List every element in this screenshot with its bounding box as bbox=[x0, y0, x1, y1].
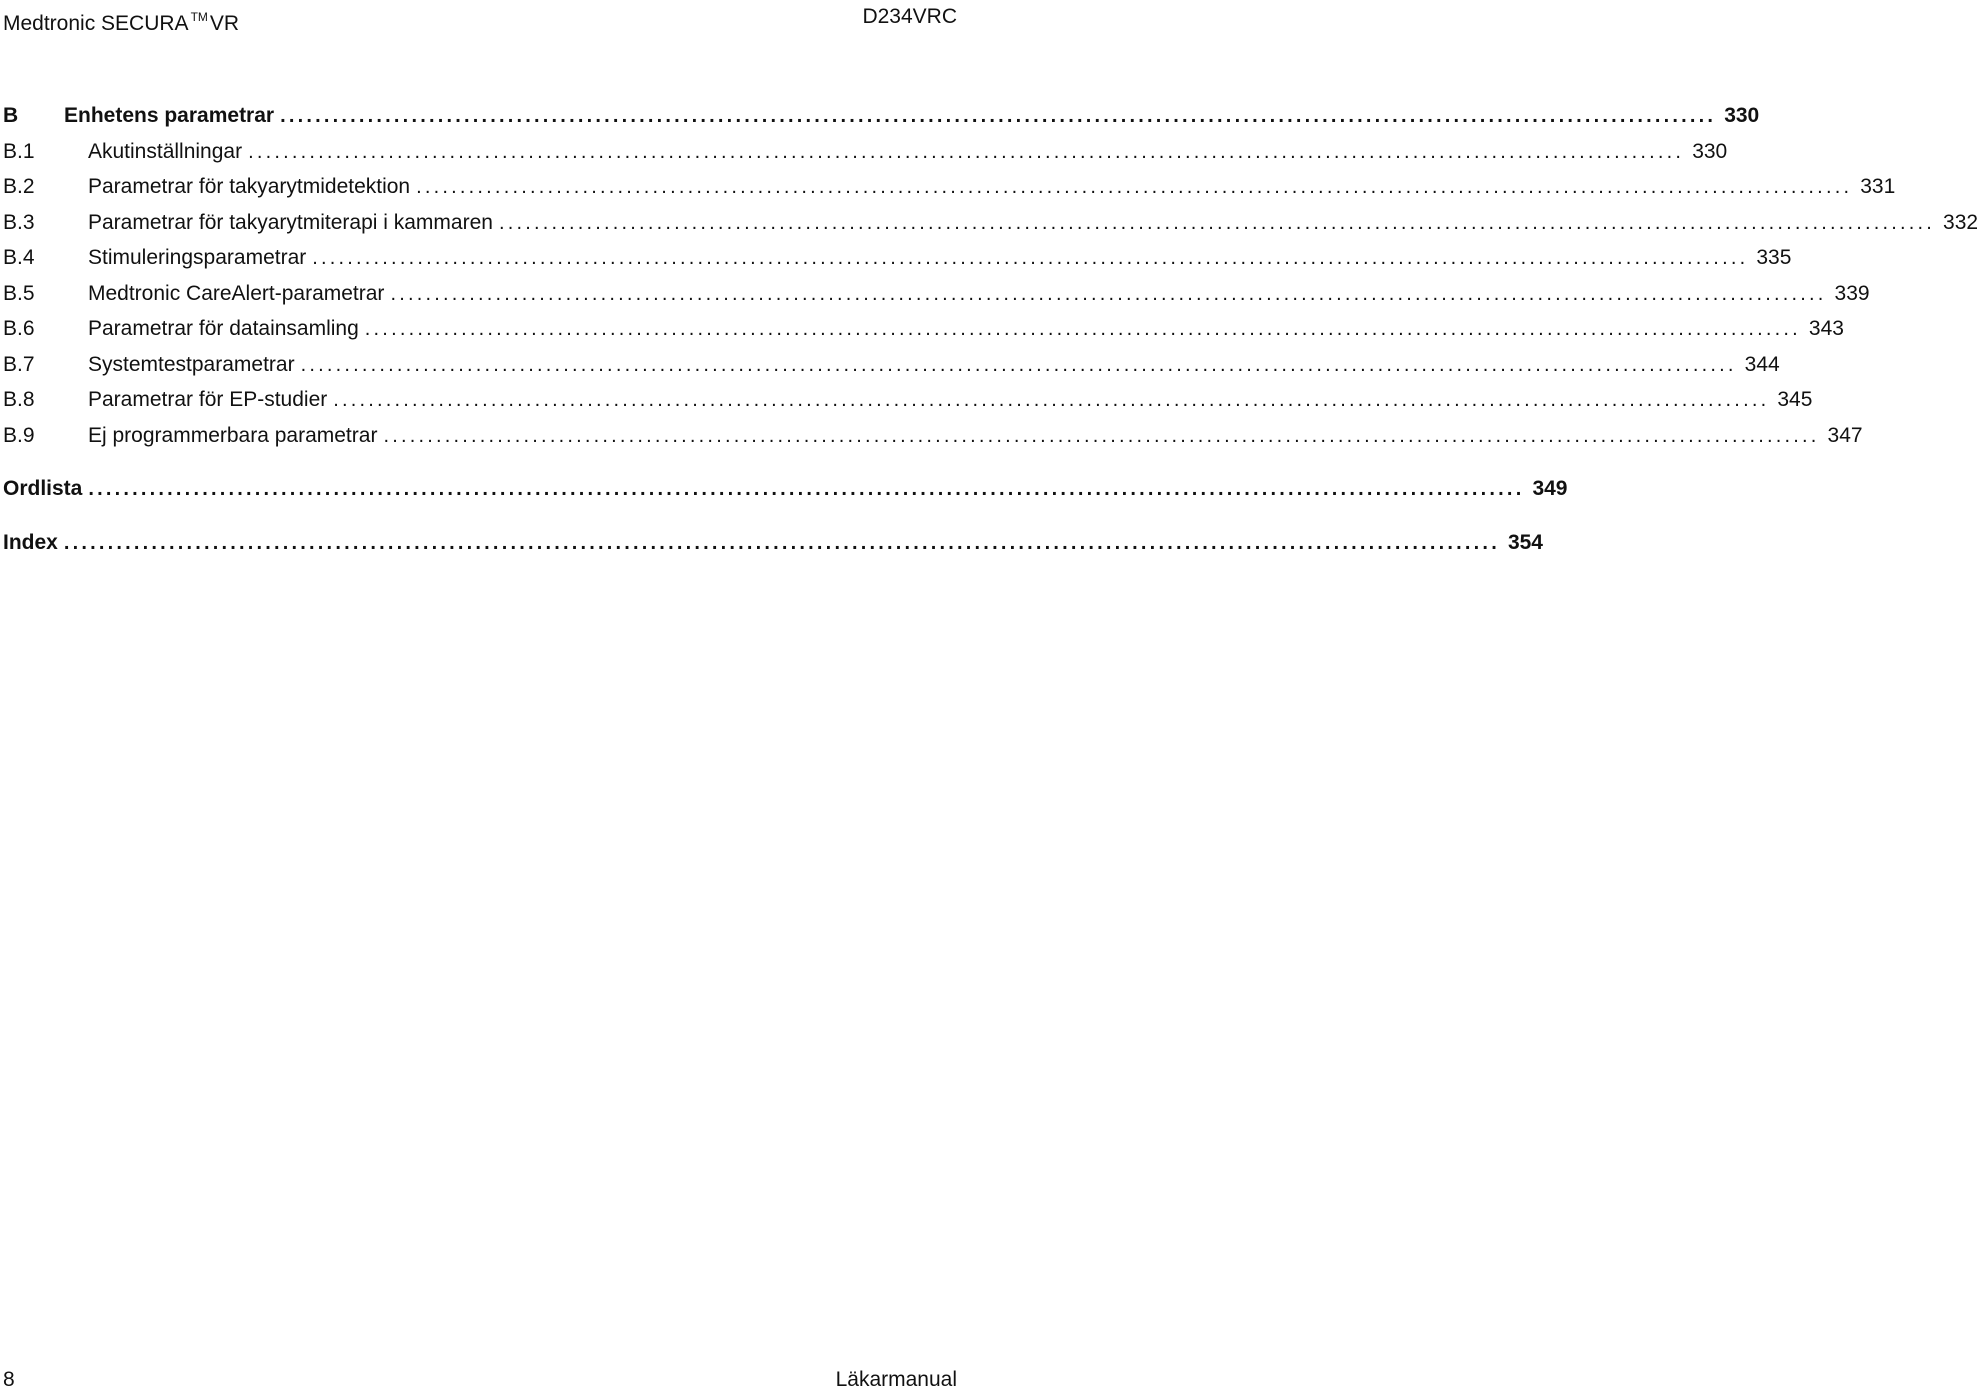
dot-leader: .................................................................................................................................................................... bbox=[280, 105, 1717, 127]
dot-leader: .................................................................................................................................................................... bbox=[383, 424, 1820, 447]
toc-entry-b2[interactable] bbox=[3, 169, 1896, 205]
toc-page: 344 bbox=[1744, 352, 1780, 376]
trademark-symbol: TM bbox=[190, 10, 208, 24]
toc-number: B bbox=[3, 104, 19, 127]
dot-leader: .................................................................................................................................................................... bbox=[364, 318, 1801, 340]
toc-entry-b5[interactable] bbox=[3, 276, 1870, 312]
dot-leader: .................................................................................................................................................................... bbox=[390, 282, 1827, 305]
toc-page: 330 bbox=[1724, 104, 1760, 127]
toc-entry-b6[interactable] bbox=[3, 311, 1844, 347]
toc-title: Parametrar för takyarytmidetektion bbox=[88, 175, 411, 198]
toc-title: Parametrar för datainsamling bbox=[88, 317, 359, 340]
toc-page: 349 bbox=[1532, 477, 1568, 500]
toc-page: 354 bbox=[1507, 530, 1543, 554]
toc-entry-ordlista[interactable] bbox=[3, 471, 1568, 507]
toc-entry-b1[interactable] bbox=[3, 134, 1728, 170]
toc-title: Enhetens parametrar bbox=[64, 104, 275, 127]
toc-page: 330 bbox=[1692, 139, 1728, 163]
dot-leader: .................................................................................................................................................................... bbox=[498, 211, 1936, 234]
toc-entry-b8[interactable] bbox=[3, 382, 1813, 418]
dot-leader: .................................................................................................................................................................... bbox=[416, 176, 1853, 198]
toc-number: B.7 bbox=[3, 352, 35, 376]
toc-title: Ej programmerbara parametrar bbox=[88, 423, 378, 447]
toc-number: B.9 bbox=[3, 423, 35, 447]
toc-title: Stimuleringsparametrar bbox=[88, 246, 307, 269]
toc-page: 347 bbox=[1827, 423, 1863, 447]
toc-number: B.2 bbox=[3, 175, 35, 198]
page-footer bbox=[3, 1366, 957, 1394]
toc-number: B.6 bbox=[3, 317, 35, 340]
dot-leader: .................................................................................................................................................................... bbox=[63, 531, 1500, 554]
toc-page: 345 bbox=[1777, 388, 1813, 411]
toc-title: Medtronic CareAlert-parametrar bbox=[88, 281, 385, 305]
manual-name: Läkarmanual bbox=[835, 1368, 957, 1391]
toc-number: B.1 bbox=[3, 139, 35, 163]
toc-page: 331 bbox=[1860, 175, 1896, 198]
product-name bbox=[3, 2, 239, 39]
toc-number: B.3 bbox=[3, 210, 35, 234]
toc-title: Parametrar för takyarytmiterapi i kammaren bbox=[88, 210, 493, 234]
toc-title: Akutinställningar bbox=[88, 139, 243, 163]
toc-entry-b[interactable] bbox=[3, 98, 1760, 134]
toc-entry-b3[interactable] bbox=[3, 205, 1978, 241]
toc-entry-index[interactable] bbox=[3, 525, 1543, 561]
table-of-contents bbox=[3, 98, 1978, 560]
product-suffix: VR bbox=[209, 12, 240, 35]
toc-page: 335 bbox=[1756, 246, 1792, 269]
toc-entry-b9[interactable] bbox=[3, 418, 1863, 454]
toc-title: Ordlista bbox=[3, 477, 83, 500]
toc-number: B.5 bbox=[3, 281, 35, 305]
product-title: Medtronic SECURA bbox=[3, 12, 189, 35]
toc-entry-b7[interactable] bbox=[3, 347, 1780, 383]
toc-number: B.4 bbox=[3, 246, 35, 269]
toc-page: 332 bbox=[1943, 210, 1978, 234]
page-header bbox=[3, 2, 957, 35]
dot-leader: .................................................................................................................................................................... bbox=[248, 140, 1685, 163]
dot-leader: .................................................................................................................................................................... bbox=[333, 389, 1770, 411]
page-number: 8 bbox=[3, 1368, 15, 1391]
toc-page: 339 bbox=[1834, 281, 1870, 305]
model-number: D234VRC bbox=[862, 5, 957, 28]
toc-title: Systemtestparametrar bbox=[88, 352, 295, 376]
dot-leader: .................................................................................................................................................................... bbox=[312, 247, 1749, 269]
dot-leader: .................................................................................................................................................................... bbox=[88, 478, 1525, 500]
toc-title: Parametrar för EP-studier bbox=[88, 388, 328, 411]
toc-title: Index bbox=[3, 530, 58, 554]
toc-page: 343 bbox=[1808, 317, 1844, 340]
toc-number: B.8 bbox=[3, 388, 35, 411]
toc-entry-b4[interactable] bbox=[3, 240, 1792, 276]
dot-leader: .................................................................................................................................................................... bbox=[300, 353, 1737, 376]
